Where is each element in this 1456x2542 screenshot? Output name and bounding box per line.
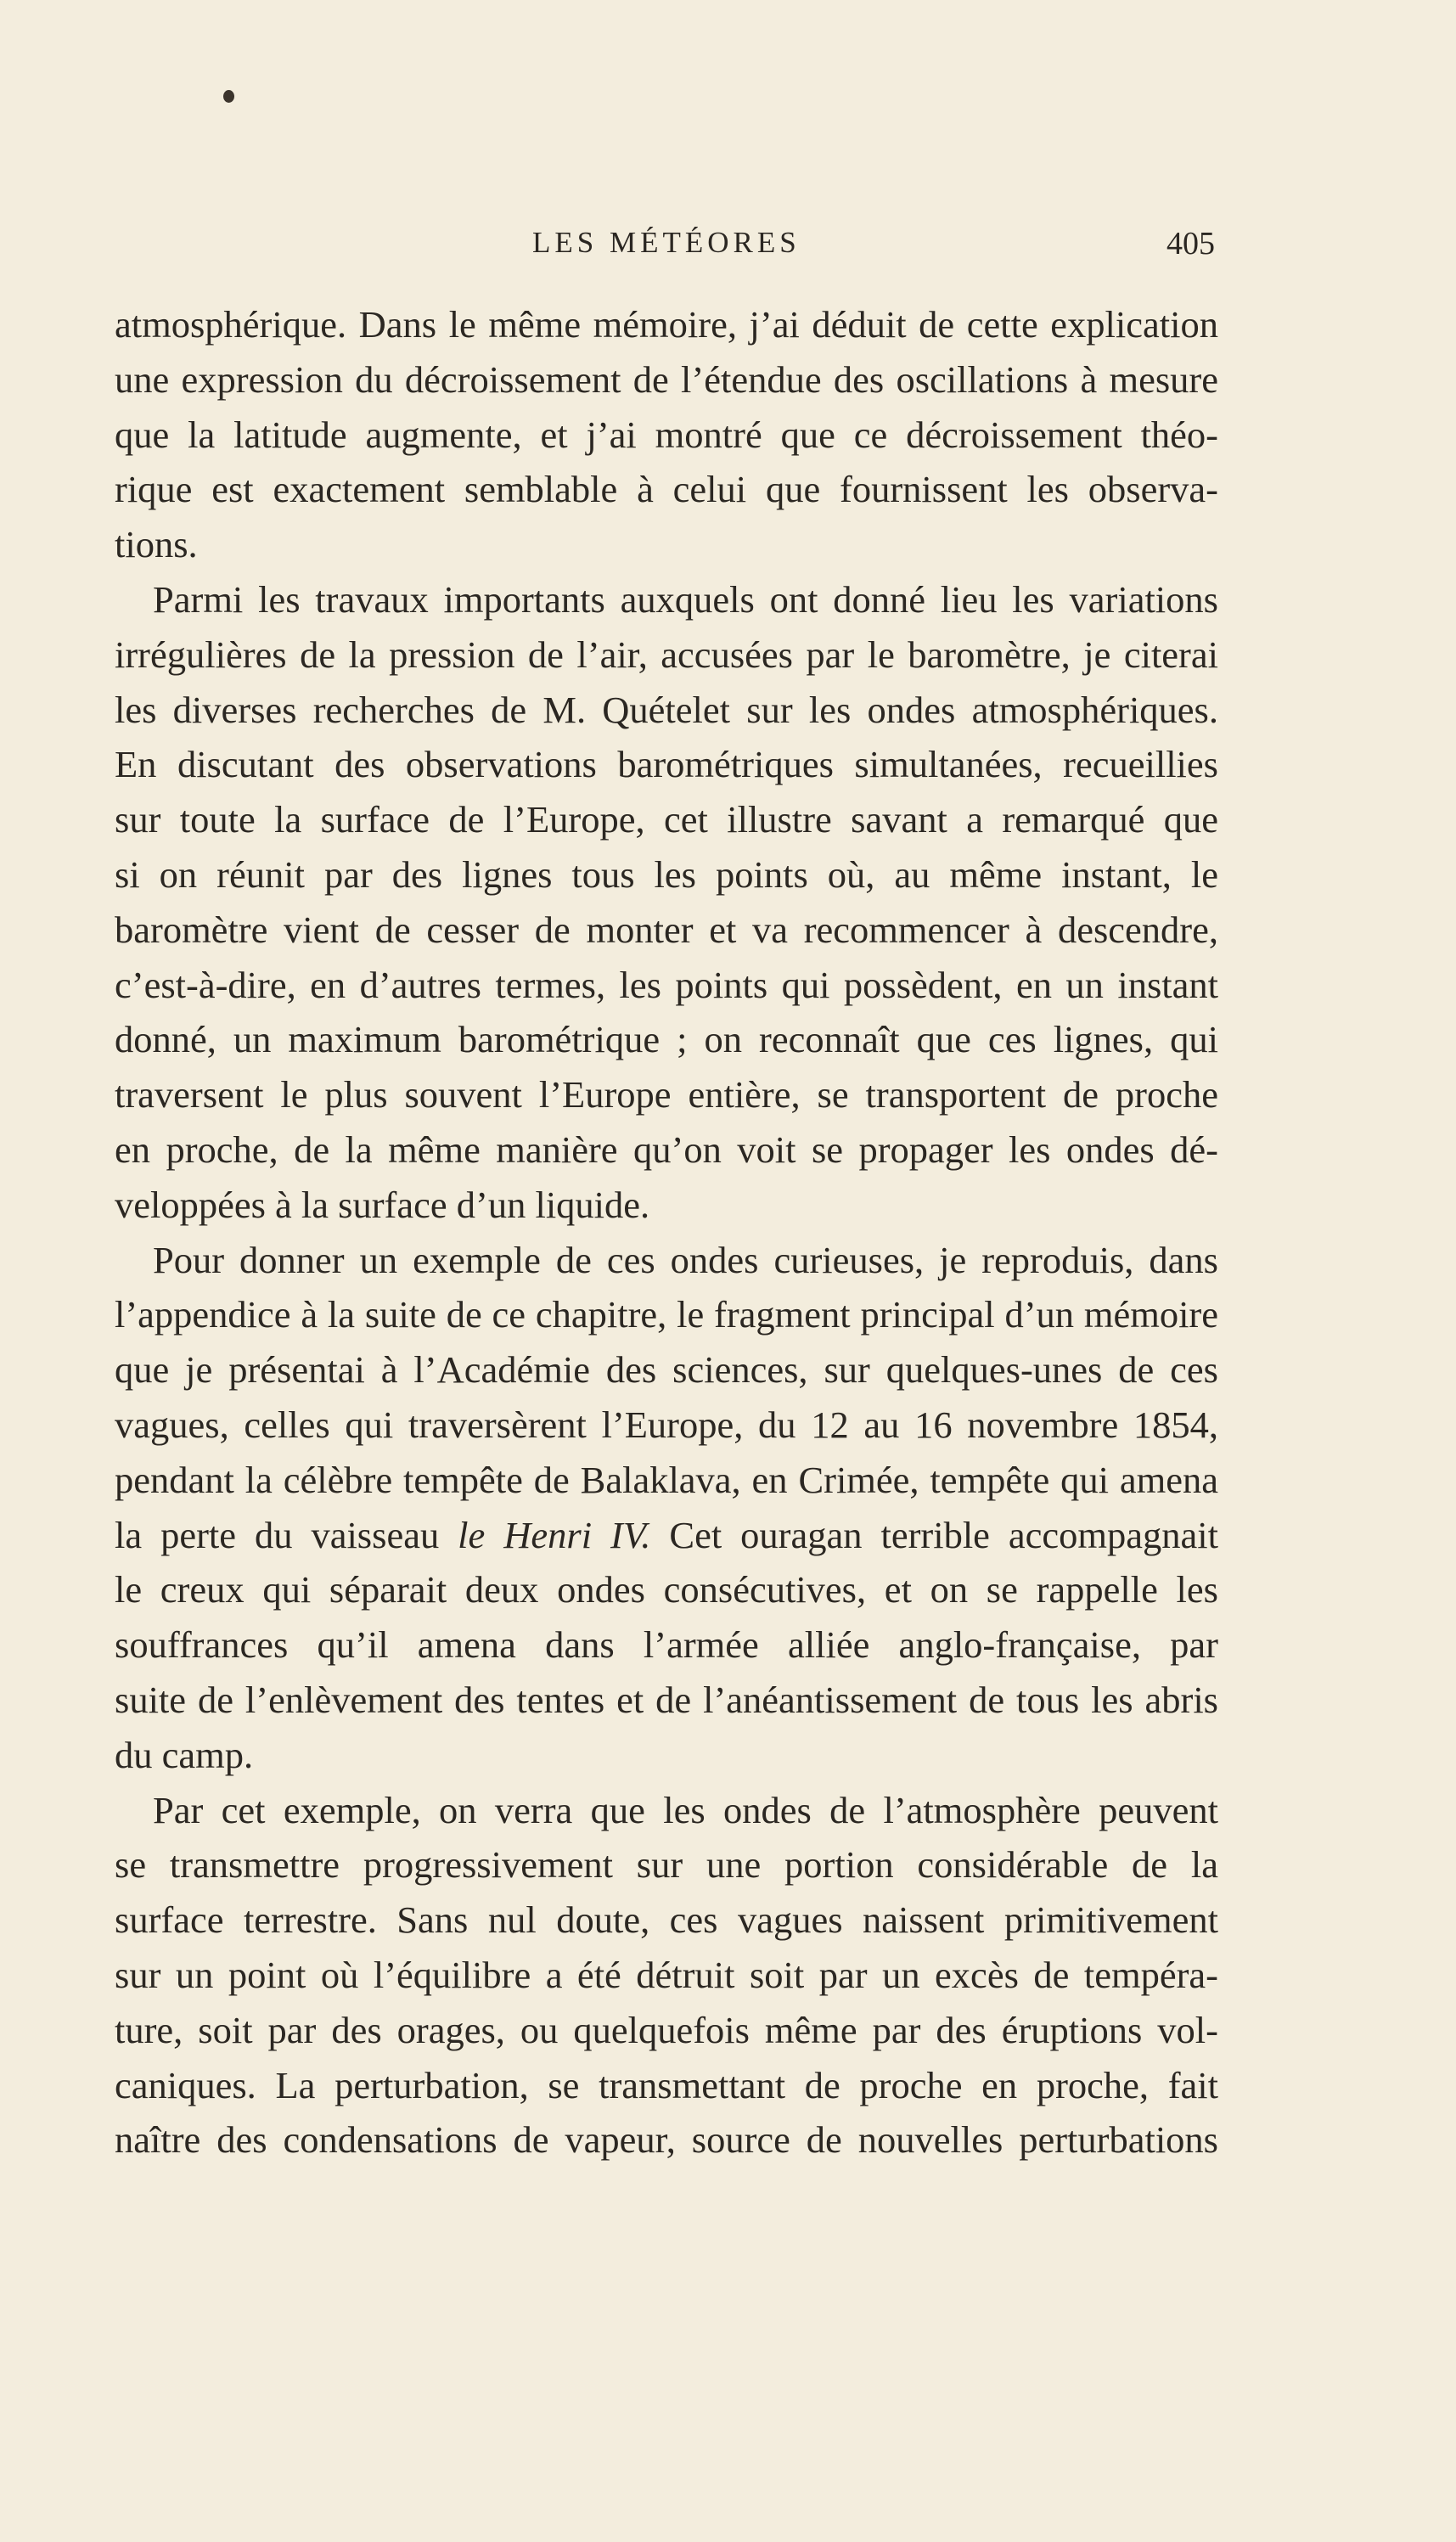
text-line-11: si on réunit par des lignes tous les points où, au même instant, le	[115, 852, 1218, 896]
body-text	[115, 297, 1218, 2168]
text-line-20: que je présentai à l’Académie des sciences, sur quelques-unes de ces	[115, 1348, 1218, 1392]
text-line-6: Parmi les travaux importants auxquels ont donné lieu les variations	[153, 577, 1218, 621]
text-line-15: traversent le plus souvent l’Europe entière, se transportent de proche	[115, 1073, 1218, 1116]
text-line-4: rique est exactement semblable à celui que fournissent les observa-	[115, 468, 1218, 511]
text-line-17: veloppées à la surface d’un liquide.	[115, 1183, 650, 1226]
text-line-25: souffrances qu’il amena dans l’armée alliée anglo-française, par	[115, 1623, 1218, 1667]
text-line-5: tions.	[115, 523, 198, 566]
text-line-32: ture, soit par des orages, ou quelquefois même par des éruptions vol-	[115, 2008, 1218, 2051]
text-line-23-suffix: Cet ouragan terrible accompagnait	[669, 1513, 1218, 1556]
text-line-21: vagues, celles qui traversèrent l’Europe, du 12 au 16 novembre 1854,	[115, 1403, 1218, 1446]
text-line-16: en proche, de la même manière qu’on voit se propager les ondes dé-	[115, 1128, 1218, 1171]
text-line-8: les diverses recherches de M. Quételet sur les ondes atmosphériques.	[115, 688, 1218, 731]
text-line-7: irrégulières de la pression de l’air, accusées par le baromètre, je citerai	[115, 633, 1218, 676]
text-line-28: Par cet exemple, on verra que les ondes de l’atmosphère peuvent	[153, 1788, 1218, 1831]
text-line-19: l’appendice à la suite de ce chapitre, le fragment principal d’un mémoire	[115, 1293, 1218, 1336]
text-line-22: pendant la célèbre tempête de Balaklava, en Crimée, tempête qui amena	[115, 1458, 1218, 1501]
text-line-23	[115, 1508, 1218, 1563]
text-line-34: naître des condensations de vapeur, source de nouvelles perturbations	[115, 2118, 1218, 2162]
text-line-29: se transmettre progressivement sur une portion considérable de la	[115, 1843, 1218, 1887]
text-line-3: que la latitude augmente, et j’ai montré que ce décroissement théo-	[115, 413, 1218, 456]
text-line-30: surface terrestre. Sans nul doute, ces vagues naissent primitivement	[115, 1898, 1218, 1942]
page-number: 405	[1166, 226, 1215, 262]
text-line-2: une expression du décroissement de l’étendue des oscillations à mesure	[115, 357, 1218, 401]
text-line-26: suite de l’enlèvement des tentes et de l’anéantissement de tous les abris	[115, 1678, 1218, 1721]
text-line-9: En discutant des observations barométriques simultanées, recueillies	[115, 743, 1218, 786]
text-line-18: Pour donner un exemple de ces ondes curieuses, je reproduis, dans	[153, 1238, 1218, 1281]
text-line-13: c’est-à-dire, en d’autres termes, les points qui possèdent, en un instant	[115, 963, 1218, 1006]
text-line-27: du camp.	[115, 1733, 254, 1776]
running-title: LES MÉTÉORES	[532, 226, 801, 259]
text-line-23-prefix: la perte du vaisseau	[115, 1513, 458, 1556]
text-line-10: sur toute la surface de l’Europe, cet illustre savant a remarqué que	[115, 798, 1218, 841]
text-line-12: baromètre vient de cesser de monter et va recommencer à descendre,	[115, 908, 1218, 951]
text-line-1: atmosphérique. Dans le même mémoire, j’ai déduit de cette explication	[115, 303, 1218, 346]
text-line-31: sur un point où l’équilibre a été détruit soit par un excès de tempéra-	[115, 1953, 1218, 1996]
ship-name-italic: le Henri IV.	[458, 1513, 651, 1556]
text-line-24: le creux qui séparait deux ondes consécutives, et on se rappelle les	[115, 1568, 1218, 1611]
text-line-33: caniques. La perturbation, se transmettant de proche en proche, fait	[115, 2063, 1218, 2106]
ink-dot-mark	[223, 90, 234, 103]
text-line-14: donné, un maximum barométrique ; on reconnaît que ces lignes, qui	[115, 1018, 1218, 1061]
